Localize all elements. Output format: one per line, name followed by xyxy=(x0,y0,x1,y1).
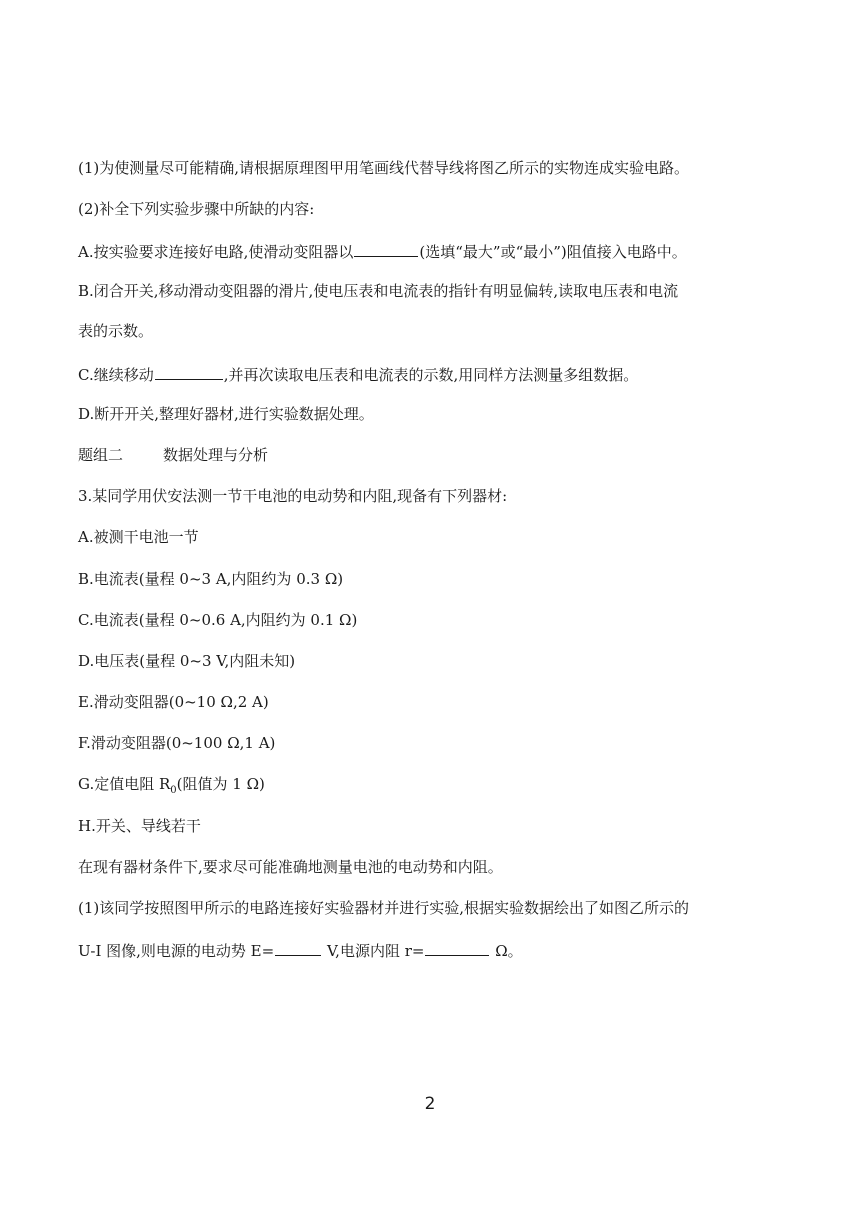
q3-item-c: C.电流表(量程 0~0.6 A,内阻约为 0.1 Ω) xyxy=(78,611,358,629)
answer-blank xyxy=(354,240,418,257)
q2-step-b-line2: 表的示数。 xyxy=(78,322,154,340)
q2-step-a xyxy=(78,240,798,262)
q3-intro: 3.某同学用伏安法测一节干电池的电动势和内阻,现备有下列器材: xyxy=(78,487,508,505)
q3-item-g xyxy=(78,774,798,801)
q2-step-c-text-end: ,并再次读取电压表和电流表的示数,用同样方法测量多组数据。 xyxy=(223,366,639,384)
q3-part1-line2 xyxy=(78,939,798,961)
q3-part1-text: U-I 图像,则电源的电动势 E= xyxy=(78,942,275,960)
q2-step-c-text: C.继续移动 xyxy=(78,366,154,384)
section-subtitle: 数据处理与分析 xyxy=(163,446,269,464)
q2-step-b-line1: B.闭合开关,移动滑动变阻器的滑片,使电压表和电流表的指针有明显偏转,读取电压表和电流 xyxy=(78,282,679,300)
answer-blank xyxy=(155,363,223,380)
q3-part1-line1: (1)该同学按照图甲所示的电路连接好实验器材并进行实验,根据实验数据绘出了如图乙所示的 xyxy=(78,899,690,917)
q2-step-a-text: A.按实验要求连接好电路,使滑动变阻器以 xyxy=(78,243,354,261)
section-title: 题组二 xyxy=(78,446,124,464)
answer-blank-resistance xyxy=(425,939,489,956)
q2-step-d: D.断开开关,整理好器材,进行实验数据处理。 xyxy=(78,405,374,423)
q3-part1-text-mid: V,电源内阻 r= xyxy=(322,942,425,960)
q3-item-g-text-end: (阻值为 1 Ω) xyxy=(176,775,265,793)
q3-item-f: F.滑动变阻器(0~100 Ω,1 A) xyxy=(78,734,276,752)
q3-item-b: B.电流表(量程 0~3 A,内阻约为 0.3 Ω) xyxy=(78,570,344,588)
q2-part2: (2)补全下列实验步骤中所缺的内容: xyxy=(78,200,315,218)
q3-condition: 在现有器材条件下,要求尽可能准确地测量电池的电动势和内阻。 xyxy=(78,858,503,876)
q3-part1-text-end: Ω。 xyxy=(490,942,523,960)
q3-item-h: H.开关、导线若干 xyxy=(78,817,201,835)
q2-step-c xyxy=(78,363,798,385)
q3-item-d: D.电压表(量程 0~3 V,内阻未知) xyxy=(78,652,296,670)
q2-step-a-text-end: (选填“最大”或“最小”)阻值接入电路中。 xyxy=(419,243,687,261)
answer-blank-emf xyxy=(275,939,321,956)
q3-item-e: E.滑动变阻器(0~10 Ω,2 A) xyxy=(78,693,269,711)
q3-item-a: A.被测干电池一节 xyxy=(78,528,199,546)
q3-item-g-subscript: 0 xyxy=(170,785,177,796)
section-heading xyxy=(78,445,798,465)
q2-part1: (1)为使测量尽可能精确,请根据原理图甲用笔画线代替导线将图乙所示的实物连成实验电路。 xyxy=(78,159,690,177)
q3-item-g-text: G.定值电阻 R xyxy=(78,775,171,793)
page-number: 2 xyxy=(424,1094,436,1114)
